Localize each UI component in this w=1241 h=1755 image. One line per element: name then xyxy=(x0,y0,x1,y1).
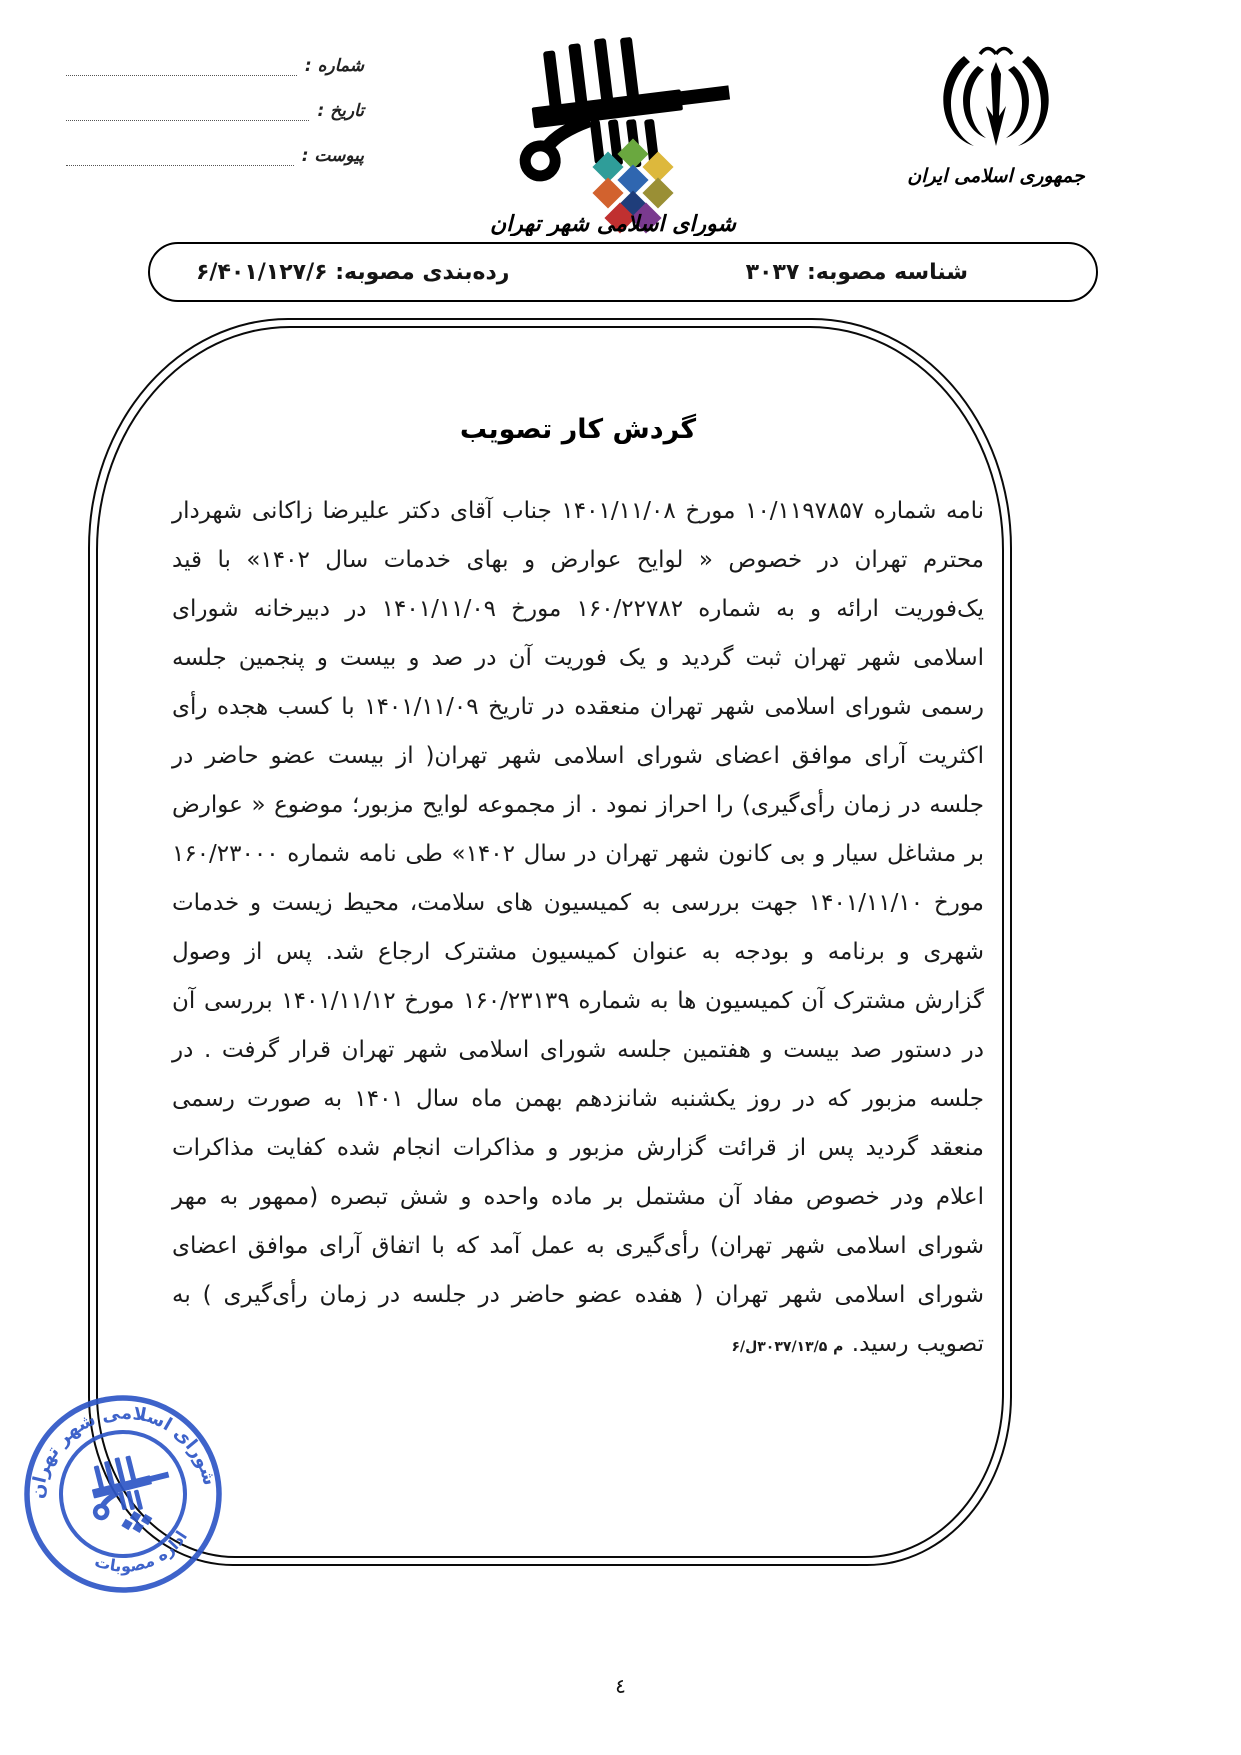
stamp-ring-text-bottom: اداره مصوبات xyxy=(92,1527,191,1576)
letterhead-field-date xyxy=(66,95,364,121)
letterhead-field-number xyxy=(66,50,364,76)
approval-ref-code: م ۳۰۳۷/۱۳/۵ل/۶ xyxy=(731,1339,844,1355)
approval-id xyxy=(746,260,968,285)
approval-classification-label: رده‌بندی مصوبه: xyxy=(335,259,510,285)
page-title: گردش کار تصویب xyxy=(459,414,697,445)
approval-classification-value: ۶/۴۰۱/۱۲۷/۶ xyxy=(196,259,328,285)
stamp-center-logo xyxy=(84,1447,181,1543)
iran-emblem-caption: جمهوری اسلامی ایران xyxy=(907,165,1085,187)
svg-text:اداره مصوبات xyxy=(87,1524,196,1585)
date-field-label: تاریخ : xyxy=(317,101,364,121)
approval-id-value: ۳۰۳۷ xyxy=(745,259,800,285)
approval-content-box-inner xyxy=(96,326,1004,1558)
iran-emblem-icon xyxy=(888,42,1104,192)
approval-content-box xyxy=(88,318,1012,1566)
stamp-ring-text-top: شورای اسلامی شهر تهران xyxy=(27,1402,221,1500)
approval-id-label: شناسه مصوبه: xyxy=(806,259,968,285)
approval-body-text: نامه شماره ۱۰/۱۱۹۷۸۵۷ مورخ ۱۴۰۱/۱۱/۰۸ جناب آقای دکتر علیرضا زاکانی شهردار محترم تهران در خصوص « لوایح عوارض و بهای خدمات سال ۱۴۰۲» با قید یک‌فوریت ارائه و به شماره ۱۶۰/۲۲۷۸۲ مورخ ۱۴۰۱/۱۱/۰۹ در دبیرخانه شورای اسلامی شهر تهران ثبت گردید و یک فوریت آن در صد و بیست و پنجمین جلسه رسمی شورای اسلامی شهر تهران منعقده در تاریخ ۱۴۰۱/۱۱/۰۹ با کسب هجده رأی اکثریت آرای موافق اعضای شورای اسلامی شهر تهران( از بیست عضو حاضر در جلسه در زمان رأی‌گیری) را احراز نمود . از مجموعه لوایح مزبور؛ موضوع « عوارض بر مشاغل سیار و بی کانون شهر تهران در سال ۱۴۰۲» طی نامه شماره ۱۶۰/۲۳۰۰۰ مورخ ۱۴۰۱/۱۱/۱۰ جهت بررسی به کمیسیون های سلامت، محیط زیست و خدمات شهری و برنامه و بودجه به عنوان کمیسیون مشترک ارجاع شد. پس از وصول گزارش مشترک آن کمیسیون ها به شماره ۱۶۰/۲۳۱۳۹ مورخ ۱۴۰۱/۱۱/۱۲ بررسی آن در دستور صد بیست و هفتمین جلسه شورای اسلامی شهر تهران قرار گرفت . در جلسه مزبور که در روز یکشنبه شانزدهم بهمن ماه سال ۱۴۰۱ به صورت رسمی منعقد گردید پس از قرائت گزارش مزبور و مذاکرات انجام شده کفایت مذاکرات اعلام ودر خصوص مفاد آن مشتمل بر ماده واحده و شش تبصره (ممهور به مهر شورای اسلامی شهر تهران) رأی‌گیری به عمل آمد که با اتفاق آرای موافق اعضای شورای اسلامی شهر تهران ( هفده عضو حاضر در جلسه در زمان رأی‌گیری ) به تصویب رسید. xyxy=(172,498,985,1357)
number-dotted-line xyxy=(66,58,297,76)
approval-body-paragraph xyxy=(172,487,984,1372)
svg-text:شورای اسلامی شهر تهران xyxy=(16,1382,220,1529)
tehran-council-logo-icon xyxy=(470,26,756,236)
council-stamp xyxy=(16,1380,230,1608)
letterhead-fields xyxy=(66,50,364,185)
date-dotted-line xyxy=(66,103,309,121)
approval-header-bar xyxy=(148,242,1098,302)
approval-classification xyxy=(196,260,509,285)
attachment-dotted-line xyxy=(66,148,294,166)
iran-emblem xyxy=(888,42,1104,196)
number-field-label: شماره : xyxy=(304,56,364,76)
attachment-field-label: پیوست : xyxy=(301,146,364,166)
council-stamp-icon xyxy=(16,1380,230,1608)
page-number: ٤ xyxy=(615,1674,626,1698)
tehran-council-logo xyxy=(470,26,756,240)
letterhead-field-attachment xyxy=(66,140,364,166)
council-logo-caption: شورای اسلامی شهر تهران xyxy=(490,212,736,236)
